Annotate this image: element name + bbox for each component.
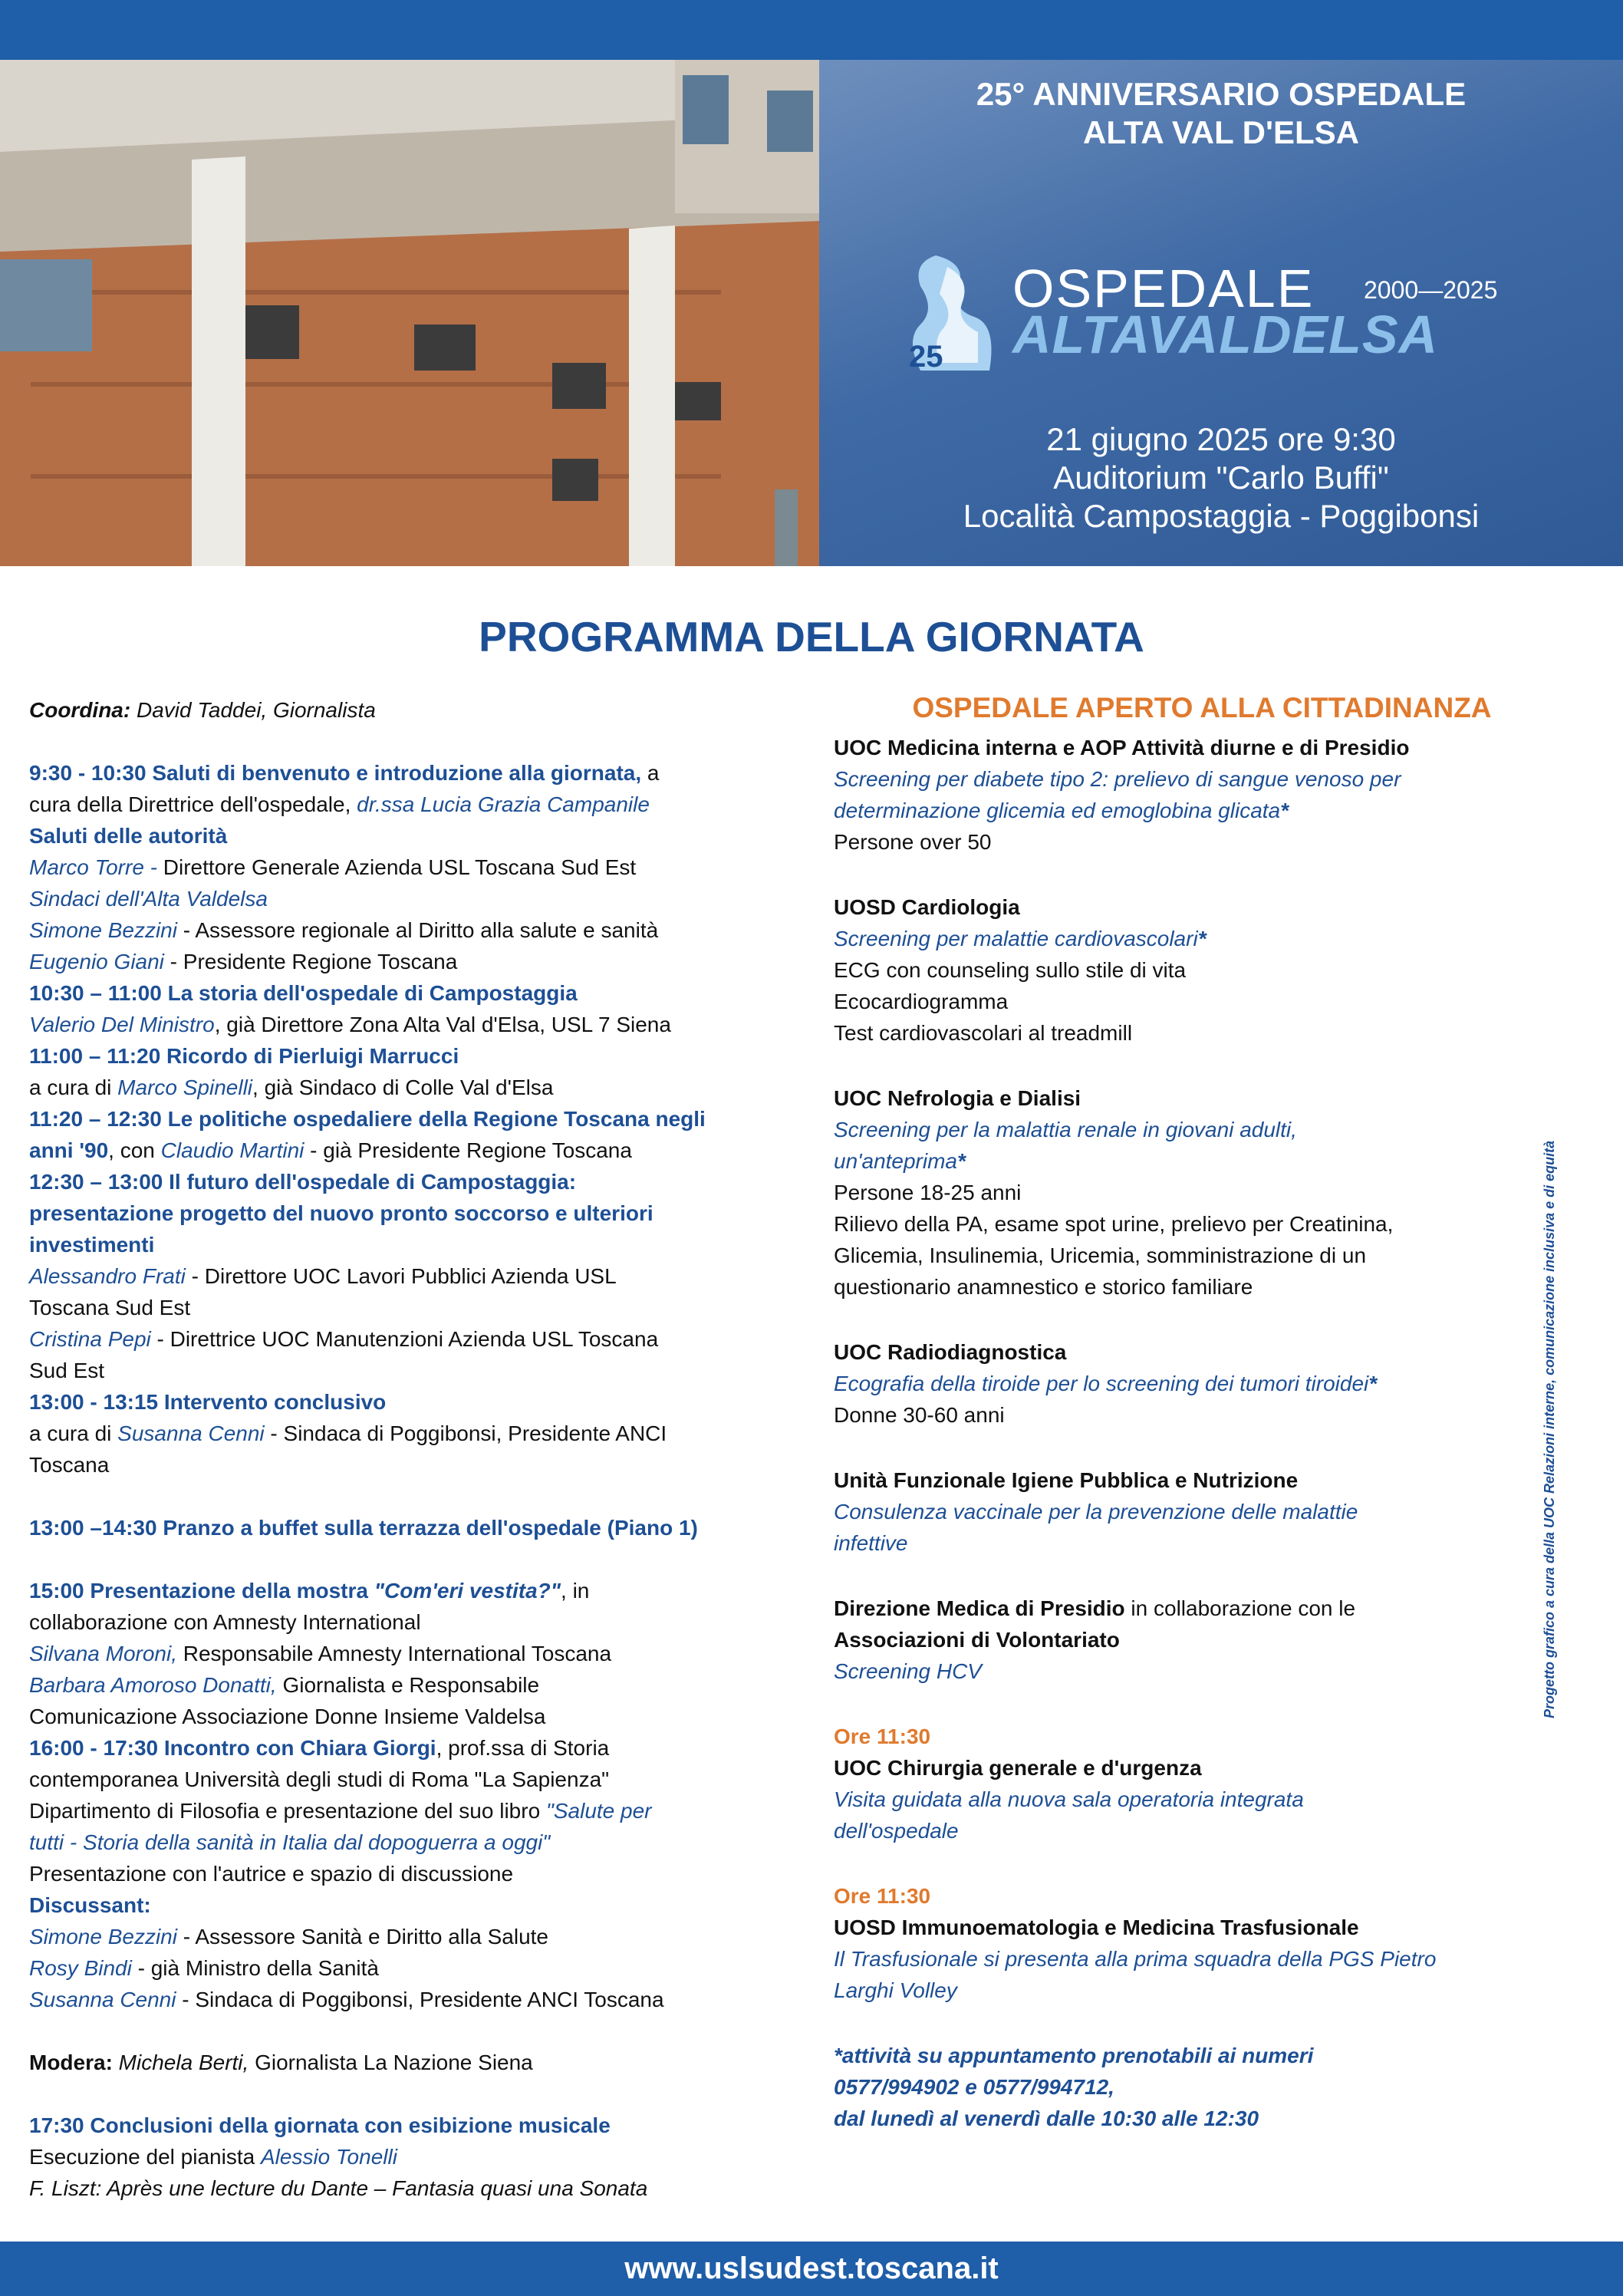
- open-hospital-column: OSPEDALE APERTO ALLA CITTADINANZA UOC Medicina interna e AOP Attività diurne e di Presidio Screening per diabete tipo 2: prelievo di sangue venoso per determinazione glicemia ed emoglobina glicata* Persone over 50 UOSD Cardiologia Screening per malattie cardiovascolari* ECG con counseling sullo stile di vita Ecocardiogramma Test cardiovascolari al treadmill UOC Nefrologia e Dialisi Screening per la malattia renale in giovani adulti, un'anteprima* Persone 18-25 anni Rilievo della PA, esame spot urine, prelievo per Creatinina, Glicemia, Insulinemia, Uricemia, somministrazione di un questionario anamnestico e storico familiare UOC Radiodiagnostica Ecografia della tiroide per lo screening dei tumori tiroidei* Donne 30-60 anni Unità Funzionale Igiene Pubblica e Nutrizione Consulenza vaccinale per la prevenzione delle malattie infettive Direzione Medica di Presidio in collaborazione con le Associazioni di Volontariato Screening HCV Ore 11:30 UOC Chirurgia generale e d'urgenza Visita guidata alla nuova sala operatoria integrata dell'ospedale Ore 11:30 UOSD Immunoematologia e Medicina Trasfusionale Il Trasfusionale si presenta alla prima squadra della PGS Pietro Larghi Volley *attività su appuntamento prenotabili ai numeri 0577/994902 e 0577/994712, dal lunedì al venerdì dalle 10:30 alle 12:30: [834, 694, 1570, 2134]
- activity-direzione: Direzione Medica di Presidio in collaborazione con le: [834, 1596, 1356, 1620]
- activity-cardiologia: UOSD Cardiologia: [834, 895, 1020, 919]
- program-column: Coordina: David Taddei, Giornalista 9:30 - 10:30 Saluti di benvenuto e introduzione alla giornata, a cura della Direttrice dell'ospedale, dr.ssa Lucia Grazia Campanile Saluti delle autorità Marco Torre - Direttore Generale Azienda USL Toscana Sud Est Sindaci dell'Alta Valdelsa Simone Bezzini - Assessore regionale al Diritto alla salute e sanità Eugenio Giani - Presidente Regione Toscana 10:30 – 11:00 La storia dell'ospedale di Campostaggia Valerio Del Ministro, già Direttore Zona Alta Val d'Elsa, USL 7 Siena 11:00 – 11:20 Ricordo di Pierluigi Marrucci a cura di Marco Spinelli, già Sindaco di Colle Val d'Elsa 11:20 – 12:30 Le politiche ospedaliere della Regione Toscana negli anni '90, con Claudio Martini - già Presidente Regione Toscana 12:30 – 13:00 Il futuro dell'ospedale di Campostaggia: presentazione progetto del nuovo pronto soccorso e ulteriori investimenti Alessandro Frati - Direttore UOC Lavori Pubblici Azienda USL Toscana Sud Est Cristina Pepi - Direttrice UOC Manutenzioni Azienda USL Toscana Sud Est 13:00 - 13:15 Intervento conclusivo a cura di Susanna Cenni - Sindaca di Poggibonsi, Presidente ANCI Toscana 13:00 –14:30 Pranzo a buffet sulla terrazza dell'ospedale (Piano 1) 15:00 Presentazione della mostra "Com'eri vestita?", in collaborazione con Amnesty International Silvana Moroni, Responsabile Amnesty International Toscana Barbara Amoroso Donatti, Giornalista e Responsabile Comunicazione Associazione Donne Insieme Valdelsa 16:00 - 17:30 Incontro con Chiara Giorgi, prof.ssa di Storia contemporanea Università degli studi di Roma "La Sapienza" Dipartimento di Filosofia e presentazione del suo libro "Salute per tutti - Storia della sanità in Italia dal dopoguerra a oggi" Presentazione con l'autrice e spazio di discussione Discussant: Simone Bezzini - Assessore Sanità e Diritto alla Salute Rosy Bindi - già Ministro della Sanità Susanna Cenni - Sindaca di Poggibonsi, Presidente ANCI Toscana Modera: Michela Berti, Giornalista La Nazione Siena 17:30 Conclusioni della giornata con esibizione musicale Esecuzione del pianista Alessio Tonelli F. Liszt: Après une lecture du Dante – Fantasia quasi una Sonata: [29, 694, 796, 2204]
- page-title: PROGRAMMA DELLA GIORNATA: [479, 613, 1144, 660]
- event-date: 21 giugno 2025 ore 9:30: [1046, 421, 1396, 457]
- session-3: 11:00 – 11:20 Ricordo di Pierluigi Marrucci: [29, 1044, 459, 1068]
- logo-years: 2000—2025: [1364, 276, 1498, 304]
- discussant-label: Discussant:: [29, 1893, 151, 1917]
- event-info: [819, 420, 1623, 535]
- svg-text:25: 25: [909, 340, 943, 371]
- hero-banner: [819, 60, 1623, 566]
- activity-chirurgia: UOC Chirurgia generale e d'urgenza: [834, 1756, 1202, 1780]
- booking-phones: 0577/994902 e 0577/994712,: [834, 2075, 1114, 2099]
- hospital-photo: [0, 60, 819, 566]
- activity-igiene: Unità Funzionale Igiene Pubblica e Nutrizione: [834, 1468, 1299, 1492]
- activity-nefrologia: UOC Nefrologia e Dialisi: [834, 1086, 1081, 1110]
- session-4: 11:20 – 12:30 Le politiche ospedaliere della Regione Toscana negli: [29, 1107, 706, 1131]
- coordinator-line: Coordina: David Taddei, Giornalista: [29, 698, 376, 722]
- design-credit: Progetto grafico a cura della UOC Relazioni interne, comunicazione inclusiva e di equità: [1542, 1140, 1557, 1718]
- session-9: 17:30 Conclusioni della giornata con esibizione musicale: [29, 2113, 611, 2137]
- logo-word-ospedale: OSPEDALE: [1012, 259, 1315, 318]
- activity-radiodiagnostica: UOC Radiodiagnostica: [834, 1340, 1067, 1364]
- moderator-line: Modera: Michela Berti, Giornalista La Nazione Siena: [29, 2051, 533, 2074]
- open-hospital-heading: OSPEDALE APERTO ALLA CITTADINANZA: [912, 692, 1492, 723]
- booking-note: *attività su appuntamento prenotabili ai numeri: [834, 2044, 1314, 2067]
- logo-word-altavaldelsa: ALTAVALDELSA: [1012, 305, 1439, 364]
- session-7: 15:00 Presentazione della mostra "Com'eri vestita?", in: [29, 1579, 590, 1603]
- activity-chirurgia-time: Ore 11:30: [834, 1724, 931, 1748]
- footer-url[interactable]: www.uslsudest.toscana.it: [0, 2242, 1623, 2296]
- top-bar: [0, 0, 1623, 60]
- session-2: 10:30 – 11:00 La storia dell'ospedale di Campostaggia: [29, 981, 578, 1005]
- session-1: 9:30 - 10:30 Saluti di benvenuto e introduzione alla giornata, a: [29, 761, 660, 785]
- lunch-break: 13:00 –14:30 Pranzo a buffet sulla terrazza dell'ospedale (Piano 1): [29, 1516, 698, 1540]
- activity-trasfusionale: UOSD Immunoematologia e Medicina Trasfusionale: [834, 1916, 1359, 1939]
- event-place: Località Campostaggia - Poggibonsi: [963, 498, 1480, 534]
- booking-hours: dal lunedì al venerdì dalle 10:30 alle 12:30: [834, 2107, 1259, 2130]
- event-venue: Auditorium "Carlo Buffi": [1053, 460, 1389, 496]
- session-5: 12:30 – 13:00 Il futuro dell'ospedale di Campostaggia:: [29, 1170, 577, 1194]
- session-6: 13:00 - 13:15 Intervento conclusivo: [29, 1390, 387, 1414]
- activity-trasfusionale-time: Ore 11:30: [834, 1884, 931, 1908]
- session-8: 16:00 - 17:30 Incontro con Chiara Giorgi, prof.ssa di Storia: [29, 1736, 610, 1760]
- hospital-logo-icon: [905, 255, 1005, 371]
- activity-medicina: UOC Medicina interna e AOP Attività diurne e di Presidio: [834, 736, 1410, 759]
- event-title: 25° ANNIVERSARIO OSPEDALE ALTA VAL D'ELSA: [976, 76, 1467, 150]
